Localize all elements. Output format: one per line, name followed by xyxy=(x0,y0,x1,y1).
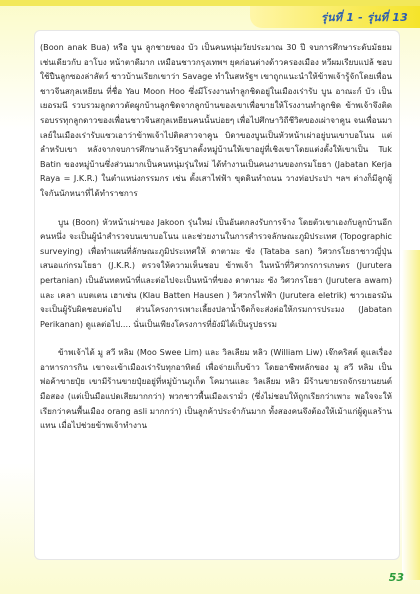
paragraph-2: บูน (Boon) หัวหน้าเผ่าของ Jakoon รุ่นใหม่ เป็นอันตกลงรับการจ้าง โดยตัวเขาเองกับลูกบ้านอีกคนหนึ่ง จะเป็นผู้นำสำรวจบนเขาบอโนน และช่วยงานในการสำรวจลักษณะภูมิประเทศ (Topographic surveying) เพื่อทำแผนที่ลักษณะภูมิประเทศให้ ดาตามะ ซัง (Tataba san) วิศวกรโยธาชาวญี่ปุ่น เสนอแก่กรมโยธา (J.K.R.) ตรวจให้ความเห็นชอบ ข้าพเจ้า ในหน้าที่วิศวกรการเกษตร (Jurutera pertanian) เป็นอันทดหน้าที่และต่อไปจะเป็นหน้าที่ของ ดาตามะ ซัง วิศวกรโยธา (Jurutera awam) และ เคลา แบตเตน เฮาเซ่น (Klau Batten Hausen ) วิศวกรไฟฟ้า (Jurutera eletrik) ชาวเยอรมัน จะเป็นผู้รับผิดชอบต่อไป ส่วนโครงการเพาะเลี้ยงปลาน้ำจืดก็จะส่งต่อให้กรมการประมง (Jabatan Perikanan) ดูแลต่อไป.... นั่นเป็นเพียงโครงการที่ยังมิได้เป็นรูปธรรม xyxy=(40,216,392,329)
side-decoration xyxy=(402,250,420,580)
paragraph-3: ข้าพเจ้าได้ มู สวี หลิม (Moo Swee Lim) และ วิลเลียม หลิว (William Liw) เจ๊กคริสต์ ดูแลเรื่องอาหารการกิน เขาจะเข้าเมืองเร่ารับทุกอาทิตย์ เพื่อจ่ายเก็บข้าว โดยอาชีพหลักของ มู สวี หลิม เป็นพ่อค้าขายปุ๋ย เขามีร้านขายปุ๋ยอยู่ที่หมู่บ้านภูเก็ต โคมานและ วิลเลียม หลิว มีร้านขายรถจักรยานยนต์มือสอง (แต่เป็นมือแปดเสียมากกว่า) พวกชาวพื้นเมืองเรามั่ว (ซึ่งไม่ชอบให้ถูกเรียกว่าเพาะ พอใจจะให้เรียกว่าคนพื้นเมือง orang asli มากกว่า) เป็นลูกค้าประจำกันมาก ทั้งสองคนจึงต้องให้เม้าแก่ผู้ดูแลร้านแทน เมื่อไปช่วยข้าพเจ้าทำงาน xyxy=(40,347,392,431)
paragraph-1: (Boon anak Bua) หรือ บูน ลูกชายของ บัว เป็นคนหนุ่มวัยประมาณ 30 ปี จบการศึกษาระดับมัธยมเช่นเดียวกับ อาโบง หน้าตาดีมาก เหมือนชาวกรุงเทพฯ ยุคก่อนต่างด้าวครองเมือง หวีผมเรียบแปล้ ชอบใช้ปืนลูกซองล่าสัตว์ ชาวบ้านเรียกเขาว่า Savage ทำในสหรัฐฯ เขาถูกแนะนำให้ข้าพเจ้ารู้จักโดยเพื่อนชาวจีนสกุลเหยียน ที่ชื่อ Yau Moon Hoo ซึ่งมีโรงงานทำลูกชิดอยู่ในเมืองเร่ารับ บูน อาณะก์ บัว เป็นเยอรมนี รวบรวมลูกดาวตัดผูกบ้านลูกชิดจากลูกบ้านของเขาเพื่อขายให้โรงงานทำลูกชิด ข้าพเจ้าจึงติดรอบรรทุกลูกดาวของเพื่อนชาวจีนสกุลเหยียนคนนั้นบ่อยๆ เพื่อไปศึกษาวิถีชีวิตของเผ่าจาคูน จนเพื่อนมาเลย์ในเมืองเร่ารับแซวเอาว่าข้าพเจ้าไปติดสาวจาคูน บิดาของบูนเป็นหัวหน้าเผ่าอยู่บนเขาบอโนน แต่ลำหรับเขา หลังจากจบการศึกษาแล้วรัฐบาลตั้งหมู่บ้านให้เขาอยู่ที่เชิงเขาโดยแต่งตั้งให้เขาเป็น Tuk Batin ของหมู่บ้านซึ่งส่วนมากเป็นคนหนุ่มรุ่นใหม่ ได้ทำงานเป็นคนงานของกรมโยธา (Jabatan Kerja Raya = J.K.R.) ในตำแหน่งกรรมกร เช่น ตั้งเสาไฟฟ้า ขุดดินทำถนน วางท่อประปา ฯลฯ ต่างก็มีลูกผู้ใจกันนักหนาที่ได้ทำราชการ xyxy=(40,42,392,198)
body-text xyxy=(40,40,392,447)
running-header: รุ่นที่ 1 - รุ่นที่ 13 xyxy=(320,11,408,24)
page-number: 53 xyxy=(388,571,404,584)
